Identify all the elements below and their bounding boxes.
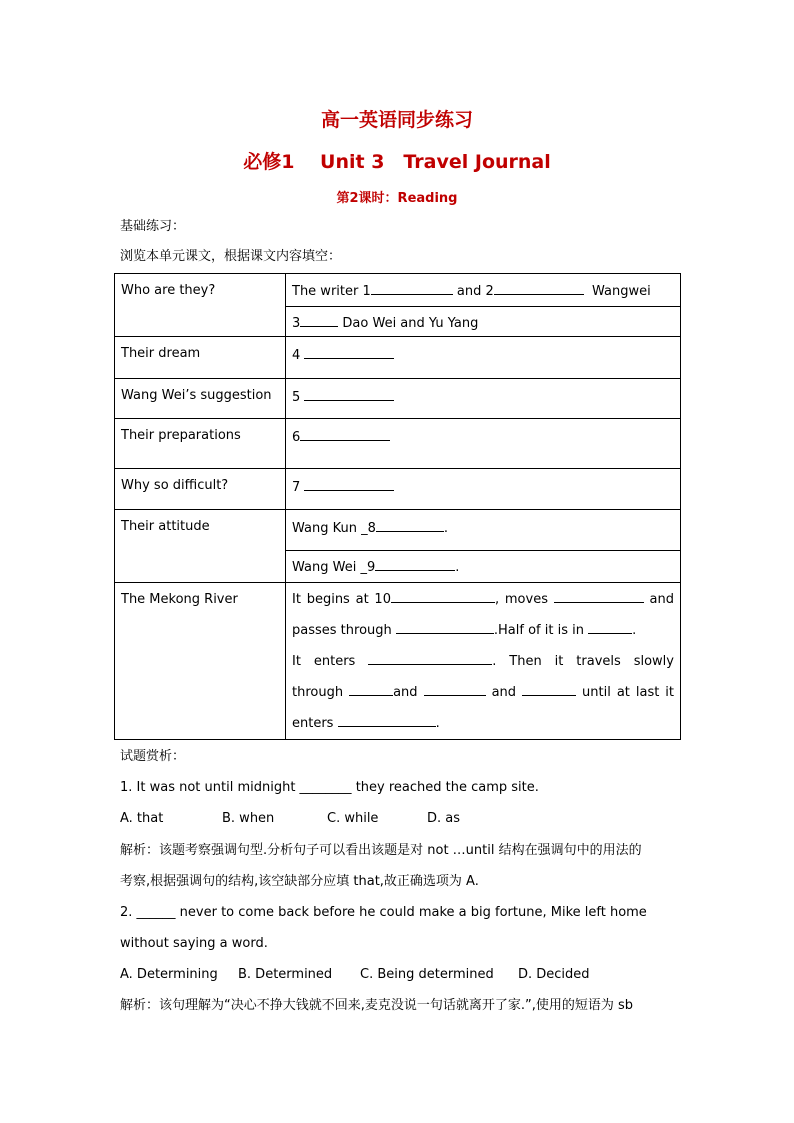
table-cell: 7 <box>286 469 681 510</box>
table-row-label: The Mekong River <box>115 583 286 740</box>
mekong-line-3: It enters . Then it travels slowly <box>292 654 674 669</box>
answer-blank-3[interactable] <box>300 314 338 327</box>
mekong-line-1: It begins at 10 , moves and <box>292 592 674 607</box>
question-2-line-1: 2. ______ never to come back before he could make a big fortune, Mike left home <box>120 905 647 920</box>
answer-blank-enters[interactable] <box>368 652 492 665</box>
option-c[interactable]: C. Being determined <box>360 967 494 982</box>
option-b[interactable]: B. Determined <box>238 967 333 982</box>
table-row <box>115 337 681 379</box>
question-2-line-2: without saying a word. <box>120 936 268 951</box>
unit-title: 必修1 Unit 3 Travel Journal <box>243 151 551 173</box>
answer-blank-half[interactable] <box>588 621 632 634</box>
answer-blank-7[interactable] <box>304 478 394 491</box>
answer-2-explanation-line-1: 解析：该句理解为“决心不挣大钱就不回来,麦克没说一句话就离开了家.”,使用的短语为 sb <box>120 998 634 1013</box>
mekong-line-2: passes through .Half of it is in . <box>292 623 637 638</box>
table-cell: Wang Wei _9 . <box>286 551 681 583</box>
answer-blank-4[interactable] <box>304 346 394 359</box>
answer-1-explanation-line-2: 考察,根据强调句的结构,该空缺部分应填 that,故正确选项为 A. <box>120 874 479 889</box>
table-row <box>115 379 681 419</box>
table-row-label: Who are they? <box>115 274 286 337</box>
answer-blank-8[interactable] <box>376 519 444 532</box>
answer-blank-moves[interactable] <box>554 590 644 603</box>
table-cell: The writer 1 and 2 Wangwei <box>286 274 681 307</box>
answer-blank-5[interactable] <box>304 388 394 401</box>
option-b[interactable]: B. when <box>222 811 275 826</box>
option-c[interactable]: C. while <box>327 811 379 826</box>
table-row-label: Their preparations <box>115 419 286 469</box>
document-title: 高一英语同步练习 <box>320 109 473 131</box>
table-cell: 6 <box>286 419 681 469</box>
answer-blank-through-2[interactable] <box>424 683 486 696</box>
table-row <box>115 469 681 510</box>
table-cell: 5 <box>286 379 681 419</box>
table-row-label: Their attitude <box>115 510 286 583</box>
answer-blank-9[interactable] <box>375 558 455 571</box>
option-d[interactable]: D. Decided <box>518 967 590 982</box>
option-a[interactable]: A. that <box>120 811 164 826</box>
table-row-label: Their dream <box>115 337 286 379</box>
lesson-title: 第2课时：Reading <box>336 191 458 206</box>
answer-1-explanation-line-1: 解析：该题考察强调句型.分析句子可以看出该题是对 not …until 结构在强调句中的用法的 <box>120 843 642 858</box>
mekong-line-5: enters . <box>292 716 440 731</box>
answer-blank-passes[interactable] <box>396 621 494 634</box>
table-row <box>115 583 681 740</box>
table-row-label: Why so difficult? <box>115 469 286 510</box>
table-cell: Wang Kun _8 . <box>286 510 681 551</box>
question-1-options <box>120 810 460 828</box>
answer-blank-6[interactable] <box>300 428 390 441</box>
answer-blank-through-1[interactable] <box>349 683 393 696</box>
table-cell: 4 <box>286 337 681 379</box>
answer-blank-2[interactable] <box>494 282 584 295</box>
mekong-line-4: through and and until at last it <box>292 685 675 700</box>
table-cell: 3 Dao Wei and Yu Yang <box>286 307 681 337</box>
option-d[interactable]: D. as <box>427 811 461 826</box>
table-row <box>115 419 681 469</box>
table-row <box>115 274 681 307</box>
option-a[interactable]: A. Determining <box>120 967 218 982</box>
section-analysis-label: 试题赏析： <box>120 749 186 764</box>
section-basic-label: 基础练习： <box>120 219 186 234</box>
answer-blank-final[interactable] <box>338 714 436 727</box>
fill-in-table <box>114 273 681 740</box>
answer-blank-through-3[interactable] <box>522 683 576 696</box>
answer-blank-10[interactable] <box>391 590 495 603</box>
question-2-options <box>120 966 590 984</box>
table-cell <box>286 583 681 740</box>
answer-blank-1[interactable] <box>371 282 453 295</box>
table-row-label: Wang Wei’s suggestion <box>115 379 286 419</box>
question-1: 1. It was not until midnight ________ they reached the camp site. <box>120 780 539 795</box>
table-row <box>115 510 681 551</box>
section-instruction: 浏览本单元课文，根据课文内容填空： <box>120 249 342 264</box>
